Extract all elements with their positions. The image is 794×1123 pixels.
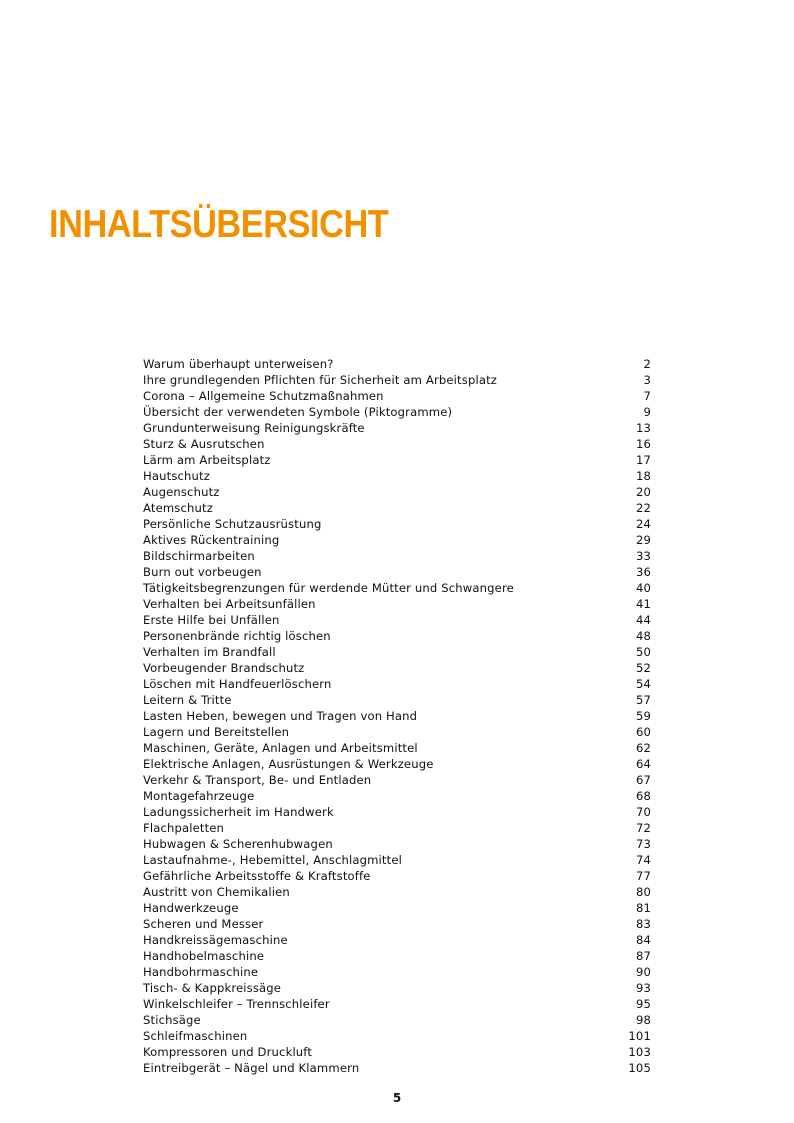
toc-entry (143, 964, 651, 980)
toc-entry-label: Aktives Rückentraining (143, 533, 280, 547)
toc-entry (143, 500, 651, 516)
toc-entry (143, 868, 651, 884)
toc-entry (143, 1012, 651, 1028)
toc-entry (143, 356, 651, 372)
toc-entry-page: 84 (635, 933, 651, 947)
toc-entry-page: 3 (643, 373, 651, 387)
toc-entry-page: 29 (635, 533, 651, 547)
toc-entry-page: 90 (635, 965, 651, 979)
toc-entry (143, 468, 651, 484)
toc-entry-page: 81 (635, 901, 651, 915)
toc-entry-label: Verhalten im Brandfall (143, 645, 276, 659)
toc-entry-label: Löschen mit Handfeuerlöschern (143, 677, 332, 691)
toc-entry-label: Handbohrmaschine (143, 965, 259, 979)
toc-entry-label: Winkelschleifer – Trennschleifer (143, 997, 330, 1011)
toc-entry-label: Augenschutz (143, 485, 220, 499)
toc-entry-page: 41 (635, 597, 651, 611)
toc-entry-page: 93 (635, 981, 651, 995)
toc-entry-page: 68 (635, 789, 651, 803)
toc-entry (143, 708, 651, 724)
toc-entry-label: Lagern und Bereitstellen (143, 725, 290, 739)
toc-entry-page: 98 (635, 1013, 651, 1027)
toc-entry-page: 95 (635, 997, 651, 1011)
toc-entry-label: Maschinen, Geräte, Anlagen und Arbeitsmittel (143, 741, 418, 755)
toc-entry-label: Kompressoren und Druckluft (143, 1045, 313, 1059)
toc-entry (143, 596, 651, 612)
toc-entry (143, 1060, 651, 1076)
toc-entry-page: 105 (628, 1061, 651, 1075)
toc-entry-page: 18 (635, 469, 651, 483)
page-number: 5 (392, 1091, 402, 1105)
toc-entry-page: 40 (635, 581, 651, 595)
toc-entry (143, 404, 651, 420)
toc-entry (143, 996, 651, 1012)
toc-entry (143, 532, 651, 548)
toc-entry-page: 7 (643, 389, 651, 403)
toc-entry-label: Hautschutz (143, 469, 210, 483)
toc-entry-page: 80 (635, 885, 651, 899)
toc-entry-page: 73 (635, 837, 651, 851)
toc-entry-label: Tätigkeitsbegrenzungen für werdende Mütter und Schwangere (143, 581, 514, 595)
toc-entry-label: Ihre grundlegenden Pflichten für Sicherheit am Arbeitsplatz (143, 373, 498, 387)
toc-entry-label: Ladungssicherheit im Handwerk (143, 805, 334, 819)
toc-entry (143, 852, 651, 868)
toc-entry (143, 548, 651, 564)
toc-entry-label: Warum überhaupt unterweisen? (143, 357, 334, 371)
toc-entry-label: Lärm am Arbeitsplatz (143, 453, 271, 467)
toc-entry-page: 60 (635, 725, 651, 739)
toc-entry (143, 372, 651, 388)
toc-entry-label: Vorbeugender Brandschutz (143, 661, 305, 675)
toc-entry-page: 64 (635, 757, 651, 771)
toc-entry-page: 87 (635, 949, 651, 963)
toc-entry (143, 900, 651, 916)
toc-entry-label: Erste Hilfe bei Unfällen (143, 613, 280, 627)
toc-entry (143, 916, 651, 932)
toc-entry-label: Leitern & Tritte (143, 693, 232, 707)
toc-entry (143, 788, 651, 804)
toc-entry-page: 52 (635, 661, 651, 675)
toc-entry (143, 580, 651, 596)
toc-entry-label: Burn out vorbeugen (143, 565, 262, 579)
toc-entry-label: Montagefahrzeuge (143, 789, 255, 803)
toc-entry (143, 388, 651, 404)
toc-entry-page: 9 (643, 405, 651, 419)
toc-entry-page: 57 (635, 693, 651, 707)
toc-entry (143, 1044, 651, 1060)
toc-entry (143, 948, 651, 964)
toc-entry-label: Elektrische Anlagen, Ausrüstungen & Werkzeuge (143, 757, 434, 771)
toc-entry (143, 644, 651, 660)
toc-entry-page: 67 (635, 773, 651, 787)
toc-entry-page: 59 (635, 709, 651, 723)
toc-entry-page: 74 (635, 853, 651, 867)
toc-entry (143, 804, 651, 820)
toc-entry (143, 772, 651, 788)
toc-entry-page: 70 (635, 805, 651, 819)
toc-entry (143, 884, 651, 900)
toc-entry-page: 77 (635, 869, 651, 883)
toc-entry-page: 101 (628, 1029, 651, 1043)
toc-entry-page: 24 (635, 517, 651, 531)
toc-entry-label: Eintreibgerät – Nägel und Klammern (143, 1061, 360, 1075)
toc-entry (143, 836, 651, 852)
toc-entry-label: Scheren und Messer (143, 917, 264, 931)
toc-entry-page: 103 (628, 1045, 651, 1059)
toc-entry (143, 676, 651, 692)
toc-entry-label: Schleifmaschinen (143, 1029, 248, 1043)
toc-entry-page: 83 (635, 917, 651, 931)
toc-entry (143, 436, 651, 452)
toc-entry-page: 48 (635, 629, 651, 643)
toc-entry-label: Persönliche Schutzausrüstung (143, 517, 322, 531)
page-title: INHALTSÜBERSICHT (49, 203, 389, 246)
toc-entry-label: Verhalten bei Arbeitsunfällen (143, 597, 316, 611)
toc-entry (143, 756, 651, 772)
toc-entry-label: Lastaufnahme-, Hebemittel, Anschlagmittel (143, 853, 402, 867)
toc-entry (143, 692, 651, 708)
toc-entry-label: Übersicht der verwendeten Symbole (Piktogramme) (143, 405, 453, 419)
toc-entry-page: 36 (635, 565, 651, 579)
toc-entry-label: Austritt von Chemikalien (143, 885, 290, 899)
toc-entry (143, 740, 651, 756)
toc-entry (143, 820, 651, 836)
toc-entry-page: 62 (635, 741, 651, 755)
toc-entry-label: Gefährliche Arbeitsstoffe & Kraftstoffe (143, 869, 371, 883)
toc-entry-label: Tisch- & Kappkreissäge (143, 981, 282, 995)
toc-entry-label: Stichsäge (143, 1013, 201, 1027)
toc-entry (143, 484, 651, 500)
toc-entry-label: Bildschirmarbeiten (143, 549, 255, 563)
toc-entry (143, 1028, 651, 1044)
toc-entry (143, 420, 651, 436)
table-of-contents (143, 356, 651, 1076)
toc-entry-page: 22 (635, 501, 651, 515)
toc-entry-label: Handwerkzeuge (143, 901, 239, 915)
toc-entry-page: 17 (635, 453, 651, 467)
toc-entry-page: 2 (643, 357, 651, 371)
toc-entry-page: 54 (635, 677, 651, 691)
toc-entry (143, 564, 651, 580)
toc-entry-label: Handhobelmaschine (143, 949, 265, 963)
toc-entry-page: 33 (635, 549, 651, 563)
toc-entry-label: Sturz & Ausrutschen (143, 437, 265, 451)
toc-entry-label: Corona – Allgemeine Schutzmaßnahmen (143, 389, 384, 403)
toc-entry-label: Flachpaletten (143, 821, 225, 835)
toc-entry-label: Verkehr & Transport, Be- und Entladen (143, 773, 372, 787)
toc-entry (143, 980, 651, 996)
toc-entry-page: 16 (635, 437, 651, 451)
toc-entry (143, 724, 651, 740)
toc-entry-page: 13 (635, 421, 651, 435)
toc-entry-page: 72 (635, 821, 651, 835)
toc-entry-page: 20 (635, 485, 651, 499)
toc-entry (143, 452, 651, 468)
toc-entry-page: 50 (635, 645, 651, 659)
toc-entry (143, 516, 651, 532)
toc-entry (143, 932, 651, 948)
toc-entry-label: Lasten Heben, bewegen und Tragen von Hand (143, 709, 418, 723)
toc-entry-page: 44 (635, 613, 651, 627)
toc-entry-label: Handkreissägemaschine (143, 933, 288, 947)
toc-entry-label: Atemschutz (143, 501, 213, 515)
toc-entry (143, 612, 651, 628)
toc-entry (143, 628, 651, 644)
toc-entry (143, 660, 651, 676)
toc-entry-label: Personenbrände richtig löschen (143, 629, 331, 643)
toc-entry-label: Hubwagen & Scherenhubwagen (143, 837, 333, 851)
toc-entry-label: Grundunterweisung Reinigungskräfte (143, 421, 365, 435)
